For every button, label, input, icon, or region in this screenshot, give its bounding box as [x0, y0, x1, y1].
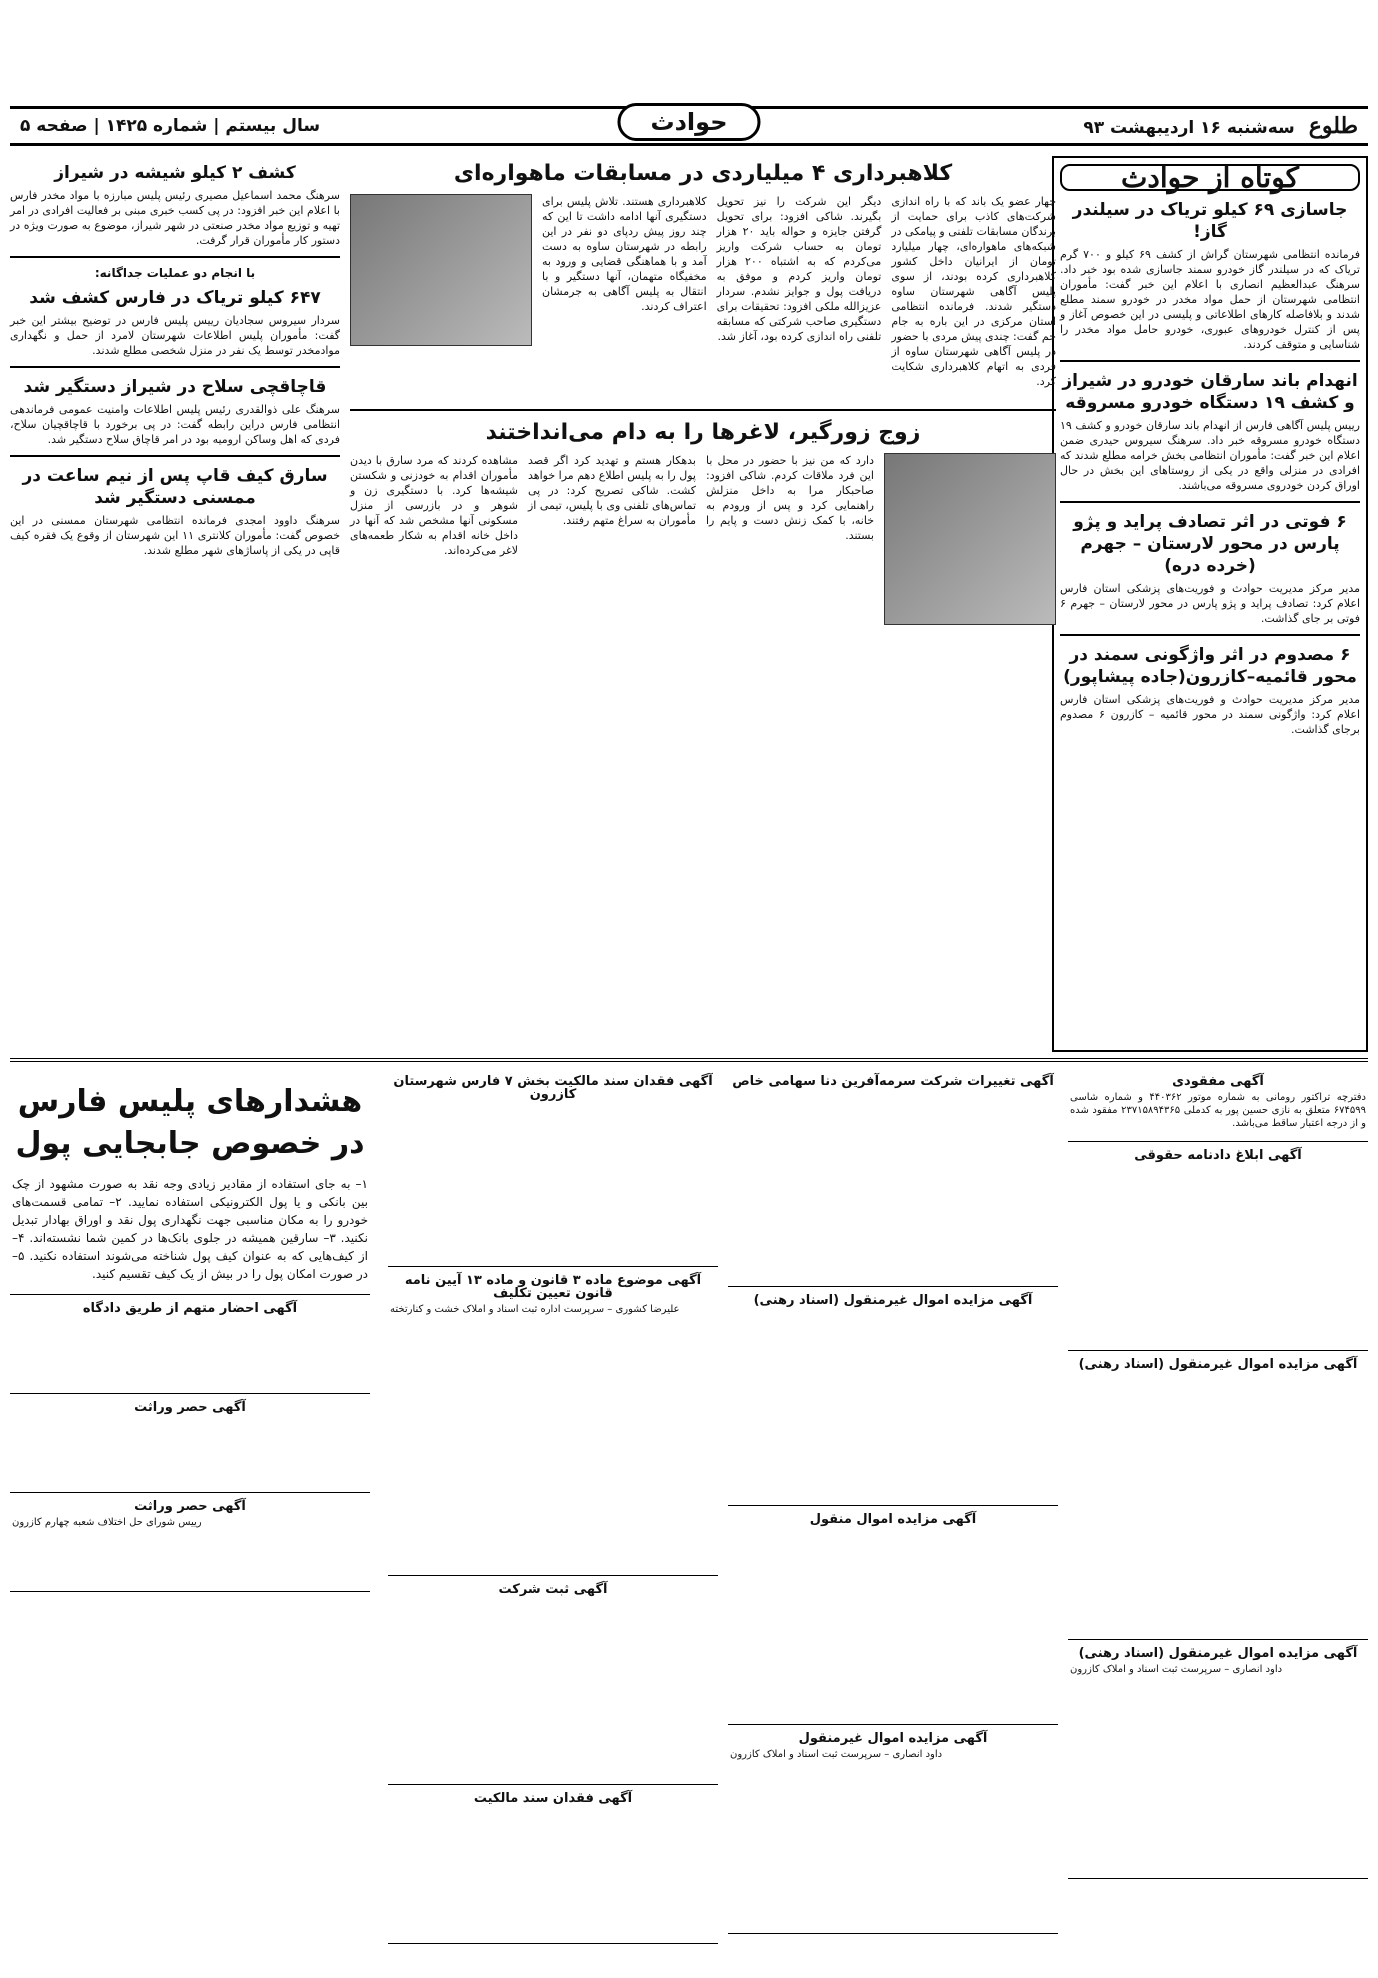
ad-title: آگهی مزایده اموال غیرمنقول (اسناد رهنی) — [753, 1293, 1033, 1308]
ad-title: آگهی تغییرات شرکت سرمه‌آفرین دنا سهامی خاص — [732, 1074, 1054, 1089]
issue-year: سال بیستم — [225, 116, 321, 136]
ad-headline: هشدارهای پلیس فارس در خصوص جابجایی پول — [15, 1084, 365, 1161]
issue-date: سه‌شنبه ۱۶ اردیبهشت ۹۳ — [1083, 118, 1295, 138]
ad-title: آگهی ثبت شرکت — [498, 1582, 608, 1597]
phone-photo — [350, 194, 532, 346]
ad-title: آگهی ابلاغ دادنامه حقوقی — [1134, 1148, 1302, 1163]
story-body: چهار عضو یک باند که با راه اندازی شرکت‌های کاذب برای حمایت از برندگان مسابقات تلفنی و پیامکی در شبکه‌های ماهواره‌ای، چهار میلیارد تومان از ایرانیان داخل کشور کلاهبرداری کرده بودند، از سوی پلیس آگاهی شهرستان ساوه دستگیر شدند. فرمانده انتظامی استان مرکزی در این باره به جام جم گفت: چندی پیش مردی با حضور در پلیس آگاهی شهرستان ساوه از فردی به اتهام کلاهبرداری شکایت کرد. — [891, 195, 1056, 388]
ad-signature: داود انصاری – سرپرست ثبت اسناد و املاک کازرون — [1070, 1664, 1283, 1675]
ad-title: آگهی حصر وراثت — [134, 1400, 246, 1415]
logo: طلوع — [1308, 113, 1358, 139]
ads-column — [728, 1068, 1058, 1958]
story-body: سرهنگ علی ذوالقدری رئیس پلیس اطلاعات وامنیت عمومی فرماندهی انتظامی فارس دراین رابطه گفت: در پی برخورد با قاچاقچیان سلاح، فردی که اهل وساکن ارومیه بود در امر قاچاق سلاح دستگیر شد. — [10, 403, 340, 446]
ad-title: آگهی مزایده اموال غیرمنقول (اسناد رهنی) — [1078, 1646, 1358, 1661]
section-title: حوادث — [617, 103, 760, 141]
story-body-columns — [350, 453, 1056, 625]
issue-number: شماره ۱۴۲۵ — [105, 116, 208, 136]
ad-title: آگهی مزایده اموال غیرمنقول — [798, 1731, 988, 1746]
ad-signature: علیرضا کشوری – سرپرست اداره ثبت اسناد و املاک خشت و کنارتخته — [390, 1304, 680, 1315]
story-title: انهدام باند سارقان خودرو در شیراز و کشف ۱۹ دستگاه خودرو مسروقه — [1062, 371, 1358, 413]
short-news-banner: کوتاه از حوادث — [1060, 164, 1360, 191]
story-title: ۶ فوتی در اثر تصادف پراید و پژو پارس در محور لارستان – جهرم (خرده دره) — [1073, 512, 1347, 576]
story-body: بدهکار هستم و تهدید کرد اگر قصد پول را به پلیس اطلاع دهم مرا خواهد کشت. شاکی تصریح کرد: در پی تماس‌های تلفنی وی با پلیس، تیمی از مأموران به سراغ متهم رفتند. — [528, 454, 696, 527]
story-body: مدیر مرکز مدیریت حوادث و فوریت‌های پزشکی استان فارس اعلام کرد: تصادف پراید و پژو پارس در محور لارستان – جهرم ۶ فوتی بر جای گذاشت. — [1060, 582, 1360, 625]
ad-title: آگهی مزایده اموال غیرمنقول (اسناد رهنی) — [1078, 1357, 1358, 1372]
ad-body: دفترچه تراکتور رومانی به شماره موتور ۴۴۰۳۶۲ و شماره شاسی ۶۷۴۵۹۹ متعلق به نازی حسین پور به کدملی ۲۳۷۱۵۸۹۴۳۶۵ مفقود شده و از درجه اعتبار ساقط می‌باشد. — [1070, 1092, 1367, 1129]
story-body: مشاهده کردند که مرد سارق با دیدن مأموران اقدام به خودزنی و شکستن شیشه‌ها کرد. با دستگیری زن و شوهر و در بازرسی از منزل مسکونی آنها مشخص شد که آنها در داخل خانه اقدام به شکار طعمه‌های لاغر می‌کرده‌اند. — [350, 454, 518, 557]
ad-title: آگهی فقدان سند مالکیت بخش ۷ فارس شهرستان کازرون — [393, 1074, 713, 1102]
ad-title: آگهی مزایده اموال منقول — [809, 1512, 977, 1527]
ad-signature: رییس شورای حل اختلاف شعبه چهارم کازرون — [12, 1517, 202, 1528]
ad-title: آگهی فقدان سند مالکیت — [473, 1791, 633, 1806]
story-title: قاچاقچی سلاح در شیراز دستگیر شد — [23, 377, 327, 397]
ad-title: آگهی احضار متهم از طریق دادگاه — [82, 1301, 298, 1316]
ads-column — [388, 1068, 718, 1958]
story-body: فرمانده انتظامی شهرستان گراش از کشف ۶۹ کیلو و ۷۰۰ گرم تریاک که در سیلندر گاز خودرو سمند جاسازی شده بود خبر داد. سرهنگ عبدالعظیم انصاری با اعلام این خبر گفت: مأموران انتظامی شهرستان از حمل مواد مخدر در خودرو سمند مطلع شدند و بلافاصله کارهای اطلاعاتی و پلیسی در این خصوص آغاز و پس از کنترل خودروهای عبوری، خودرو حامل مواد مخدر را شناسایی و متوقف کردند. — [1060, 248, 1360, 351]
story-kicker: با انجام دو عملیات جداگانه: — [94, 266, 256, 280]
story-title: سارق کیف قاپ پس از نیم ساعت در ممسنی دستگیر شد — [22, 466, 328, 508]
story-title: ۶۴۷ کیلو تریاک در فارس کشف شد — [29, 288, 321, 308]
page-number: صفحه ۵ — [20, 116, 88, 136]
story-body: مدیر مرکز مدیریت حوادث و فوریت‌های پزشکی استان فارس اعلام کرد: واژگونی سمند در محور قائمیه – کازرون ۶ مصدوم برجای گذاشت. — [1060, 693, 1361, 736]
masthead-date-block — [1083, 113, 1358, 139]
newspaper-page — [10, 10, 1368, 1958]
ads-column — [10, 1068, 370, 1958]
story-body: سرهنگ محمد اسماعیل مصیری رئیس پلیس مبارزه با مواد مخدر فارس با اعلام این خبر افزود: در پی کسب خبری مبنی بر فعالیت افرادی در امر تهیه و توزیع مواد مخدر صنعتی در شهر شیراز، موضوع به صورت ویژه در دستور کار مأموران قرار گرفت. — [10, 189, 340, 247]
short-news-column — [1052, 156, 1368, 1052]
story-body: رییس پلیس آگاهی فارس از انهدام باند سارقان خودرو و کشف ۱۹ دستگاه خودرو مسروقه خبر داد. سرهنگ سیروس حیدری ضمن اعلام این خبر گفت: مأموران انتظامی بخش خرامه مطلع شدند که افرادی در منزلی واقع در یکی از روستاهای این بخش در حال اوراق کردن خودروی مسروقه می‌باشند. — [1060, 419, 1360, 492]
ad-title: آگهی مفقودی — [1172, 1074, 1264, 1089]
story-title: کشف ۲ کیلو شیشه در شیراز — [54, 163, 296, 183]
story-body: دیگر این شرکت را نیز تحویل بگیرند. شاکی افزود: برای تحویل گرفتن جایزه و حواله باید ۲۰ هزار تومان به حساب شرکت واریز می‌کردم که به اشتباه ۲۰۰ هزار تومان واریز کردم و موفق به دریافت پول و جوایز نشدم. سردار عزیزالله ملکی افزود: تحقیقات برای دستگیری صاحب شرکتی که مسابقه تلفنی راه اندازی کرده بود، آغاز شد. — [716, 195, 882, 343]
story-body: دارد که من نیز با حضور در محل با این فرد ملاقات کردم. شاکی افزود: صاحبکار مرا به داخل منزلش راهنمایی کرد و پس از ورودم به خانه، با کمک زنش دست و پایم را بستند. — [706, 454, 874, 542]
story-title: جاسازی ۶۹ کیلو تریاک در سیلندر گاز! — [1072, 200, 1348, 242]
classified-ads — [10, 1058, 1368, 1958]
story-body: کلاهبرداری هستند. تلاش پلیس برای دستگیری آنها ادامه داشت تا این که چند روز پیش ردپای دو نفر در این رابطه در شهرستان ساوه به دست آمد و با هماهنگی قضایی و ورود به مخفیگاه متهمان، آنها دستگیر و با انتقال به پلیس آگاهی به جرمشان اعتراف کردند. — [541, 195, 707, 313]
headline: زوج زورگیر، لاغرها را به دام می‌انداختند — [485, 420, 921, 445]
story-body: سرهنگ داوود امجدی فرمانده انتظامی شهرستان ممسنی در این خصوص گفت: مأموران کلانتری ۱۱ این شهرستان از وقوع یک فقره کیف قاپی در یکی از پاساژهای شهر مطلع شدند. — [10, 514, 340, 557]
headline: کلاهبرداری ۴ میلیاردی در مسابقات ماهواره‌ای — [453, 161, 953, 186]
story-title: ۶ مصدوم در اثر واژگونی سمند در محور قائمیه–کازرون(جاده پیشاپور) — [1063, 645, 1357, 687]
story-body: سردار سیروس سجادیان رییس پلیس فارس در توضیح بیشتر این خبر گفت: مأموران پلیس اطلاعات شهرستان لامرد از حمل و نگهداری موادمخدر توسط یک نفر در منزل شخصی مطلع شدند. — [10, 314, 340, 357]
ads-column — [1068, 1068, 1368, 1958]
left-news-column — [10, 156, 340, 1046]
couple-photo — [884, 453, 1056, 625]
ad-title: آگهی حصر وراثت — [134, 1499, 246, 1514]
ad-title: آگهی موضوع ماده ۳ قانون و ماده ۱۳ آیین نامه قانون تعیین تکلیف — [404, 1273, 702, 1301]
ad-body: ۱– به جای استفاده از مقادیر زیادی وجه نقد به صورت مشهود از چک بین بانکی و یا پول الکترونیکی استفاده نمایید. ۲– تمامی قسمت‌های خودرو را به مکان مناسبی جهت نگهداری پول نقد و اوراق بهادار تبدیل نکنید. ۳– سارقین همیشه در جلوی بانک‌ها در کمین شما نشسته‌اند. ۴– از کیف‌هایی که به عنوان کیف پول شناخته می‌شوند استفاده نکنید. ۵– در صورت امکان پول را در بیش از یک کیف تقسیم کنید. — [12, 1177, 369, 1281]
main-stories-column — [350, 156, 1056, 1046]
story-body-columns — [350, 194, 1056, 395]
ad-signature: داود انصاری – سرپرست ثبت اسناد و املاک کازرون — [730, 1749, 943, 1760]
masthead-issue-block: سال بیستم | شماره ۱۴۲۵ | صفحه ۵ — [20, 116, 321, 136]
masthead — [10, 106, 1368, 146]
